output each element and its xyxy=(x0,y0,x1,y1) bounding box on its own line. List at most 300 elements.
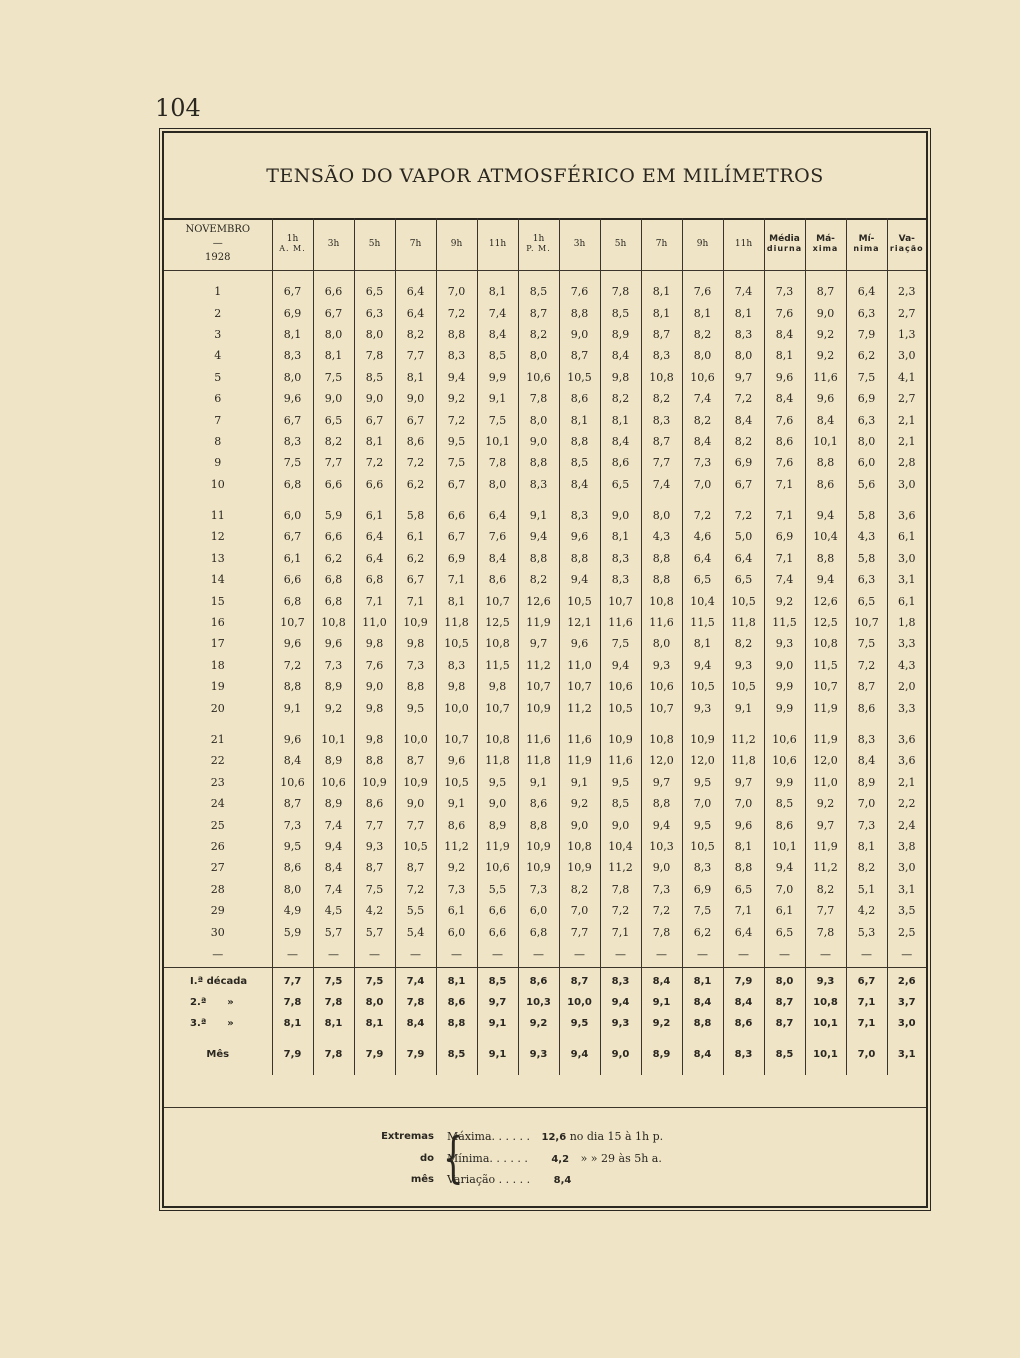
dash-cell: — xyxy=(887,943,926,968)
value-cell: 7,7 xyxy=(354,814,395,835)
dash-cell: — xyxy=(600,943,641,968)
value-cell: 10,9 xyxy=(559,857,600,878)
value-cell: 8,7 xyxy=(641,431,682,452)
spacer-cell xyxy=(354,1065,395,1075)
value-cell: 6,7 xyxy=(272,281,313,302)
value-cell: 10,7 xyxy=(846,612,887,633)
summary-value: 7,5 xyxy=(354,971,395,992)
summary-value: 8,8 xyxy=(436,1013,477,1034)
spacer-cell xyxy=(600,719,641,729)
value-cell: 8,2 xyxy=(723,633,764,654)
day-cell: 14 xyxy=(210,573,225,587)
value-cell: 7,7 xyxy=(313,452,354,473)
dash-cell: — xyxy=(764,943,805,968)
value-cell: 9,8 xyxy=(354,729,395,750)
value-cell: 8,7 xyxy=(395,857,436,878)
table-row xyxy=(164,590,926,611)
value-cell: 10,6 xyxy=(764,750,805,771)
summary-value: 2,6 xyxy=(887,971,926,992)
value-cell: 11,9 xyxy=(559,750,600,771)
dash-cell: — xyxy=(272,943,313,968)
value-cell: 7,9 xyxy=(846,324,887,345)
value-cell: 7,2 xyxy=(682,505,723,526)
value-cell: 8,1 xyxy=(272,324,313,345)
value-cell: 8,3 xyxy=(846,729,887,750)
value-cell: 3,0 xyxy=(887,474,926,495)
value-cell: 6,6 xyxy=(477,921,518,942)
spacer-cell xyxy=(805,1065,846,1075)
value-cell: 6,9 xyxy=(723,452,764,473)
value-cell: 9,6 xyxy=(805,388,846,409)
value-cell: 7,0 xyxy=(764,879,805,900)
value-cell: 9,6 xyxy=(272,633,313,654)
brace-icon: { xyxy=(442,1126,464,1189)
value-cell: 9,8 xyxy=(436,676,477,697)
value-cell: 8,9 xyxy=(313,676,354,697)
summary-value: 9,4 xyxy=(600,992,641,1013)
table-row xyxy=(164,676,926,697)
value-cell: 6,6 xyxy=(436,505,477,526)
value-cell: 7,2 xyxy=(600,900,641,921)
day-cell: 11 xyxy=(210,509,225,523)
column-header xyxy=(682,218,723,271)
value-cell: 5,1 xyxy=(846,879,887,900)
summary-value: 8,1 xyxy=(436,971,477,992)
value-cell: 8,2 xyxy=(682,409,723,430)
table-row xyxy=(164,409,926,430)
summary-value: 8,6 xyxy=(723,1013,764,1034)
value-cell: 11,8 xyxy=(477,750,518,771)
value-cell: 3,6 xyxy=(887,729,926,750)
day-cell: 18 xyxy=(210,658,225,672)
dash-row xyxy=(164,943,926,968)
summary-value: 10,0 xyxy=(559,992,600,1013)
spacer-cell xyxy=(682,1065,723,1075)
summary-value: 7,9 xyxy=(354,1044,395,1065)
table-row xyxy=(164,612,926,633)
summary-value: 8,1 xyxy=(354,1013,395,1034)
value-cell: 11,9 xyxy=(805,836,846,857)
value-cell: 9,7 xyxy=(518,633,559,654)
table-row xyxy=(164,879,926,900)
page-title: TENSÃO DO VAPOR ATMOSFÉRICO EM MILÍMETROS xyxy=(266,165,824,187)
value-cell: 7,1 xyxy=(764,474,805,495)
value-cell: 9,1 xyxy=(477,388,518,409)
spacer-cell xyxy=(164,719,272,729)
value-cell: 9,0 xyxy=(313,388,354,409)
value-cell: 8,7 xyxy=(354,857,395,878)
value-cell: 8,6 xyxy=(600,452,641,473)
value-cell: 6,2 xyxy=(313,548,354,569)
value-cell: 10,8 xyxy=(805,633,846,654)
value-cell: 9,5 xyxy=(395,697,436,718)
table-row xyxy=(164,452,926,473)
value-cell: 7,6 xyxy=(354,655,395,676)
value-cell: 8,2 xyxy=(600,388,641,409)
column-header-bottom: nima xyxy=(853,244,880,253)
value-cell: 8,3 xyxy=(272,431,313,452)
summary-row xyxy=(164,1013,926,1034)
value-cell: 10,9 xyxy=(600,729,641,750)
value-cell: 5,7 xyxy=(354,921,395,942)
summary-value: 8,5 xyxy=(436,1044,477,1065)
value-cell: 8,7 xyxy=(641,324,682,345)
value-cell: 6,6 xyxy=(313,474,354,495)
day-cell: 12 xyxy=(210,530,225,544)
value-cell: 7,0 xyxy=(682,474,723,495)
value-cell: 8,6 xyxy=(436,814,477,835)
value-cell: 9,0 xyxy=(395,793,436,814)
day-cell: 6 xyxy=(214,392,222,406)
max-label: Máxima. . . . . . xyxy=(447,1130,530,1143)
value-cell: 6,4 xyxy=(395,281,436,302)
table-row xyxy=(164,569,926,590)
value-cell: 8,3 xyxy=(641,345,682,366)
value-cell: 4,1 xyxy=(887,367,926,388)
spacer-cell xyxy=(164,271,272,282)
value-cell: 8,1 xyxy=(395,367,436,388)
value-cell: 8,1 xyxy=(477,281,518,302)
value-cell: 8,6 xyxy=(395,431,436,452)
value-cell: 7,8 xyxy=(600,281,641,302)
var-label: Variação . . . . . xyxy=(447,1173,531,1186)
value-cell: 8,3 xyxy=(518,474,559,495)
value-cell: 12,0 xyxy=(641,750,682,771)
spacer-cell xyxy=(805,719,846,729)
summary-value: 7,7 xyxy=(272,971,313,992)
value-cell: 9,1 xyxy=(723,697,764,718)
value-cell: 11,2 xyxy=(518,655,559,676)
day-cell: 21 xyxy=(210,733,225,746)
value-cell: 12,6 xyxy=(518,590,559,611)
value-cell: 8,2 xyxy=(559,879,600,900)
value-cell: 7,3 xyxy=(272,814,313,835)
data-table xyxy=(164,218,926,1075)
value-cell: 7,7 xyxy=(395,814,436,835)
table-row xyxy=(164,729,926,750)
value-cell: 9,5 xyxy=(682,814,723,835)
value-cell: 10,7 xyxy=(477,590,518,611)
value-cell: 8,1 xyxy=(641,281,682,302)
value-cell: 6,9 xyxy=(764,526,805,547)
value-cell: 8,4 xyxy=(600,431,641,452)
value-cell: 10,5 xyxy=(559,590,600,611)
value-cell: 6,7 xyxy=(272,526,313,547)
value-cell: 8,7 xyxy=(518,302,559,323)
value-cell: 9,1 xyxy=(272,697,313,718)
value-cell: 6,4 xyxy=(682,548,723,569)
summary-label: Mês xyxy=(206,1048,230,1060)
page-number: 104 xyxy=(155,94,201,122)
value-cell: 8,8 xyxy=(641,569,682,590)
value-cell: 8,3 xyxy=(682,857,723,878)
value-cell: 9,5 xyxy=(436,431,477,452)
column-header-bottom: P. M. xyxy=(526,244,551,253)
value-cell: 4,3 xyxy=(887,655,926,676)
value-cell: 6,3 xyxy=(846,569,887,590)
value-cell: 7,5 xyxy=(313,367,354,388)
day-cell: 10 xyxy=(210,477,225,491)
spacer-cell xyxy=(723,495,764,505)
value-cell: 8,4 xyxy=(272,750,313,771)
value-cell: 10,6 xyxy=(313,772,354,793)
value-cell: 7,5 xyxy=(846,633,887,654)
value-cell: 11,6 xyxy=(518,729,559,750)
value-cell: 3,5 xyxy=(887,900,926,921)
value-cell: 6,5 xyxy=(682,569,723,590)
value-cell: 10,1 xyxy=(764,836,805,857)
value-cell: 6,9 xyxy=(272,302,313,323)
value-cell: 3,0 xyxy=(887,548,926,569)
spacer-cell xyxy=(682,495,723,505)
day-cell: 15 xyxy=(210,594,225,608)
table-row xyxy=(164,857,926,878)
value-cell: 10,9 xyxy=(354,772,395,793)
day-cell: 3 xyxy=(214,327,222,341)
value-cell: 9,4 xyxy=(805,569,846,590)
column-header-top: 1h xyxy=(286,234,299,244)
day-cell: 29 xyxy=(210,904,225,918)
title-box xyxy=(164,133,926,220)
value-cell: 8,2 xyxy=(395,324,436,345)
value-cell: 10,6 xyxy=(518,367,559,388)
value-cell: 7,4 xyxy=(682,388,723,409)
value-cell: 10,5 xyxy=(682,676,723,697)
value-cell: 5,5 xyxy=(395,900,436,921)
value-cell: 8,2 xyxy=(313,431,354,452)
value-cell: 10,7 xyxy=(600,590,641,611)
summary-value: 10,8 xyxy=(805,992,846,1013)
value-cell: 3,3 xyxy=(887,633,926,654)
spacer-row xyxy=(164,719,926,729)
value-cell: 9,3 xyxy=(354,836,395,857)
value-cell: 9,2 xyxy=(805,345,846,366)
value-cell: 6,7 xyxy=(354,409,395,430)
value-cell: 2,7 xyxy=(887,302,926,323)
value-cell: 8,6 xyxy=(764,431,805,452)
value-cell: 7,4 xyxy=(764,569,805,590)
column-header-top: 11h xyxy=(734,239,753,249)
value-cell: 12,5 xyxy=(477,612,518,633)
column-header xyxy=(354,218,395,271)
value-cell: 8,8 xyxy=(723,857,764,878)
spacer-cell xyxy=(272,271,313,282)
value-cell: 4,2 xyxy=(354,900,395,921)
value-cell: 10,6 xyxy=(641,676,682,697)
dash-cell: — xyxy=(805,943,846,968)
value-cell: 6,5 xyxy=(313,409,354,430)
summary-value: 9,3 xyxy=(600,1013,641,1034)
value-cell: 10,1 xyxy=(477,431,518,452)
value-cell: 10,9 xyxy=(518,697,559,718)
value-cell: 7,7 xyxy=(641,452,682,473)
value-cell: 6,1 xyxy=(272,548,313,569)
value-cell: 9,8 xyxy=(395,633,436,654)
value-cell: 7,1 xyxy=(764,548,805,569)
value-cell: 7,6 xyxy=(764,452,805,473)
value-cell: 7,8 xyxy=(641,921,682,942)
value-cell: 11,5 xyxy=(682,612,723,633)
value-cell: 3,1 xyxy=(887,879,926,900)
value-cell: 11,9 xyxy=(518,612,559,633)
spacer-cell xyxy=(805,1034,846,1044)
value-cell: 8,3 xyxy=(272,345,313,366)
value-cell: 6,1 xyxy=(764,900,805,921)
value-cell: 8,1 xyxy=(436,590,477,611)
value-cell: 12,0 xyxy=(805,750,846,771)
spacer-cell xyxy=(846,719,887,729)
value-cell: 8,3 xyxy=(436,655,477,676)
spacer-cell xyxy=(436,1065,477,1075)
summary-value: 8,5 xyxy=(764,1044,805,1065)
spacer-cell xyxy=(164,495,272,505)
value-cell: 8,1 xyxy=(600,409,641,430)
value-cell: 7,6 xyxy=(764,409,805,430)
day-cell: 26 xyxy=(210,839,225,853)
value-cell: 7,3 xyxy=(682,452,723,473)
extreme-var-row xyxy=(447,1173,571,1186)
value-cell: 10,6 xyxy=(682,367,723,388)
column-header-top: Va- xyxy=(898,234,915,244)
column-header-bottom: diurna xyxy=(766,244,803,253)
value-cell: 8,9 xyxy=(846,772,887,793)
value-cell: 10,5 xyxy=(600,697,641,718)
value-cell: 6,0 xyxy=(436,921,477,942)
value-cell: 9,6 xyxy=(723,814,764,835)
value-cell: 3,8 xyxy=(887,836,926,857)
value-cell: 8,6 xyxy=(354,793,395,814)
spacer-cell xyxy=(395,1065,436,1075)
value-cell: 6,0 xyxy=(518,900,559,921)
spacer-cell xyxy=(436,495,477,505)
spacer-cell xyxy=(272,1065,313,1075)
value-cell: 10,3 xyxy=(641,836,682,857)
table-row xyxy=(164,367,926,388)
value-cell: 4,3 xyxy=(846,526,887,547)
dash-cell: — xyxy=(436,943,477,968)
spacer-cell xyxy=(764,271,805,282)
table-frame xyxy=(162,131,928,1208)
value-cell: 7,2 xyxy=(436,409,477,430)
value-cell: 8,5 xyxy=(354,367,395,388)
value-cell: 6,6 xyxy=(313,281,354,302)
value-cell: 10,1 xyxy=(313,729,354,750)
value-cell: 8,2 xyxy=(846,857,887,878)
summary-value: 7,8 xyxy=(395,992,436,1013)
value-cell: 6,5 xyxy=(723,569,764,590)
value-cell: 9,0 xyxy=(641,857,682,878)
value-cell: 8,0 xyxy=(641,505,682,526)
summary-value: 9,7 xyxy=(477,992,518,1013)
value-cell: 8,8 xyxy=(559,431,600,452)
value-cell: 9,9 xyxy=(477,367,518,388)
value-cell: 8,1 xyxy=(313,345,354,366)
value-cell: 5,7 xyxy=(313,921,354,942)
value-cell: 8,4 xyxy=(846,750,887,771)
value-cell: 7,2 xyxy=(641,900,682,921)
value-cell: 8,4 xyxy=(682,431,723,452)
value-cell: 6,8 xyxy=(313,569,354,590)
value-cell: 6,8 xyxy=(272,590,313,611)
dash-cell: — xyxy=(641,943,682,968)
value-cell: 7,3 xyxy=(846,814,887,835)
value-cell: 7,6 xyxy=(764,302,805,323)
value-cell: 11,5 xyxy=(477,655,518,676)
column-header xyxy=(477,218,518,271)
value-cell: 10,7 xyxy=(559,676,600,697)
value-cell: 6,0 xyxy=(846,452,887,473)
spacer-cell xyxy=(559,719,600,729)
spacer-cell xyxy=(395,1034,436,1044)
spacer-cell xyxy=(272,1034,313,1044)
value-cell: 6,8 xyxy=(518,921,559,942)
spacer-cell xyxy=(600,495,641,505)
spacer-cell xyxy=(164,1065,272,1075)
column-header-bottom: A. M. xyxy=(279,244,306,253)
value-cell: 3,0 xyxy=(887,345,926,366)
dash-cell: — xyxy=(313,943,354,968)
value-cell: 9,7 xyxy=(723,367,764,388)
dash-cell: — xyxy=(559,943,600,968)
value-cell: 8,4 xyxy=(723,409,764,430)
spacer-cell xyxy=(764,1034,805,1044)
value-cell: 8,2 xyxy=(805,879,846,900)
extreme-min-row xyxy=(447,1152,662,1165)
column-header xyxy=(313,218,354,271)
value-cell: 8,8 xyxy=(641,548,682,569)
day-cell: 9 xyxy=(214,456,222,470)
value-cell: 6,4 xyxy=(723,548,764,569)
value-cell: 5,4 xyxy=(395,921,436,942)
value-cell: 7,4 xyxy=(313,814,354,835)
value-cell: 9,4 xyxy=(313,836,354,857)
value-cell: 8,1 xyxy=(723,836,764,857)
spacer-cell xyxy=(887,1034,926,1044)
max-value: 12,6 xyxy=(541,1132,567,1143)
spacer-cell xyxy=(723,271,764,282)
value-cell: 8,8 xyxy=(559,548,600,569)
value-cell: 6,7 xyxy=(395,569,436,590)
spacer-cell xyxy=(272,719,313,729)
spacer-cell xyxy=(846,1065,887,1075)
value-cell: 8,7 xyxy=(395,750,436,771)
spacer-cell xyxy=(518,1034,559,1044)
value-cell: 2,1 xyxy=(887,409,926,430)
value-cell: 8,2 xyxy=(641,388,682,409)
value-cell: 10,8 xyxy=(477,729,518,750)
value-cell: 8,0 xyxy=(272,879,313,900)
value-cell: 11,6 xyxy=(600,750,641,771)
day-cell: 27 xyxy=(210,861,225,875)
value-cell: 8,7 xyxy=(805,281,846,302)
value-cell: 9,5 xyxy=(682,772,723,793)
value-cell: 8,4 xyxy=(764,324,805,345)
value-cell: 9,3 xyxy=(682,697,723,718)
spacer-row xyxy=(164,495,926,505)
value-cell: 7,3 xyxy=(641,879,682,900)
value-cell: 8,9 xyxy=(313,750,354,771)
value-cell: 10,5 xyxy=(436,772,477,793)
value-cell: 9,6 xyxy=(764,367,805,388)
value-cell: 6,7 xyxy=(395,409,436,430)
summary-value: 8,1 xyxy=(682,971,723,992)
value-cell: 8,0 xyxy=(354,324,395,345)
value-cell: 8,8 xyxy=(559,302,600,323)
spacer-cell xyxy=(641,1034,682,1044)
summary-value: 9,2 xyxy=(518,1013,559,1034)
value-cell: 6,6 xyxy=(477,900,518,921)
column-header-top: 7h xyxy=(409,239,422,249)
